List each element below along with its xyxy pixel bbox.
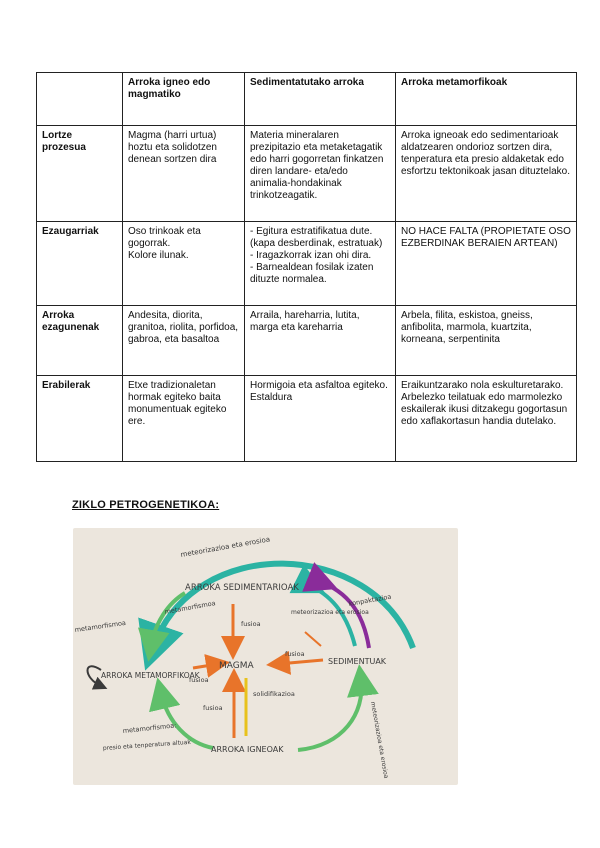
arrow-fusion-left: [193, 664, 218, 668]
arrow-weathering-center: [305, 632, 321, 646]
label-pressure: presio eta tenperatura altuak: [102, 738, 192, 752]
table-cell: Materia mineralaren prezipitazio eta metaketagatik edo harri gogorretan finkatzen diren landare- eta/edo animalia-hondakinak trinkotzeagatik.: [245, 126, 396, 222]
label-weathering-right: meteorizazioa eta erosioa: [369, 701, 390, 779]
table-header-row: [37, 73, 577, 126]
node-igneous: ARROKA IGNEOAK: [211, 745, 284, 754]
rock-types-table: [36, 72, 577, 462]
node-sedimentary: ARROKA SEDIMENTARIOAK: [185, 583, 299, 593]
label-solidification: solidifikazioa: [253, 690, 295, 698]
header-sedimentary: Sedimentatutako arroka: [245, 73, 396, 126]
section-title: ZIKLO PETROGENETIKOA:: [72, 499, 220, 511]
row-label: Erabilerak: [37, 376, 123, 462]
node-sediments: SEDIMENTUAK: [328, 657, 387, 666]
node-metamorphic: ARROKA METAMORFIKOAK: [101, 671, 200, 680]
table-cell: Arroka igneoak edo sedimentarioak aldatzearen ondorioz sortzen dira, tenperatura eta presio aldaketak edo esfortzu tektonikoak jasan dituztelako.: [396, 126, 577, 222]
table-cell: NO HACE FALTA (PROPIETATE OSO EZBERDINAK BERAIEN ARTEAN): [396, 222, 577, 306]
table-cell: Etxe tradizionaletan hormak egiteko baita monumentuak egiteko ere.: [123, 376, 245, 462]
rock-cycle-photo: [73, 528, 458, 785]
label-top-arc: meteorizazioa eta erosioa: [179, 535, 271, 559]
rock-cycle-diagram: [73, 528, 458, 785]
table-row: [37, 222, 577, 306]
table-cell: Hormigoia eta asfaltoa egiteko. Estaldura: [245, 376, 396, 462]
arrow-fusion-right: [278, 660, 323, 664]
arc-sediment-teal: [311, 586, 355, 646]
table-cell: Eraikuntzarako nola eskulturetarako. Arbelezko teilatuak edo marmolezko eskailerak ikusi ditzakegu gogortasun edo xaflakortasun handia dutelako.: [396, 376, 577, 462]
label-compaction: konpaktazioa: [347, 592, 392, 608]
header-igneous: Arroka igneo edo magmatiko: [123, 73, 245, 126]
label-metamorphism-bottom: metamorfismoa:: [122, 721, 177, 735]
node-magma: MAGMA: [219, 661, 254, 671]
table-cell: Oso trinkoak eta gogorrak. Kolore ilunak.: [123, 222, 245, 306]
header-metamorphic: Arroka metamorfikoak: [396, 73, 577, 126]
table-cell: Arbela, filita, eskistoa, gneiss, anfibolita, marmola, kuartzita, korneana, serpentinita: [396, 306, 577, 376]
header-empty: [37, 73, 123, 126]
table-row: [37, 376, 577, 462]
table-cell: Andesita, diorita, granitoa, riolita, porfidoa, gabroa, eta basaltoa: [123, 306, 245, 376]
loop-metamorphic: [88, 666, 102, 686]
label-fusion-3: fusioa: [285, 650, 305, 658]
row-label: Lortze prozesua: [37, 126, 123, 222]
label-fusion-2: fusioa: [189, 676, 209, 684]
table-cell: - Egitura estratifikatua dute. (kapa desberdinak, estratuak) - Iragazkorrak izan ohi dira. - Barnealdean fosilak izaten dituzte normalea.: [245, 222, 396, 306]
label-weathering-center: meteorizazioa eta erosioa: [291, 609, 369, 616]
row-label: Arroka ezagunenak: [37, 306, 123, 376]
table-row: [37, 306, 577, 376]
table-cell: Arraila, hareharria, lutita, marga eta kareharria: [245, 306, 396, 376]
label-metamorphism-top: metamorfismoa: [163, 599, 217, 616]
row-label: Ezaugarriak: [37, 222, 123, 306]
table-cell: Magma (harri urtua) hoztu eta solidotzen denean sortzen dira: [123, 126, 245, 222]
table-row: [37, 126, 577, 222]
label-fusion-4: fusioa: [203, 704, 223, 712]
label-metamorphism-left: metamorfismoa: [74, 618, 127, 634]
label-fusion-1: fusioa: [241, 620, 261, 628]
arc-weathering-bottom: [298, 680, 361, 750]
